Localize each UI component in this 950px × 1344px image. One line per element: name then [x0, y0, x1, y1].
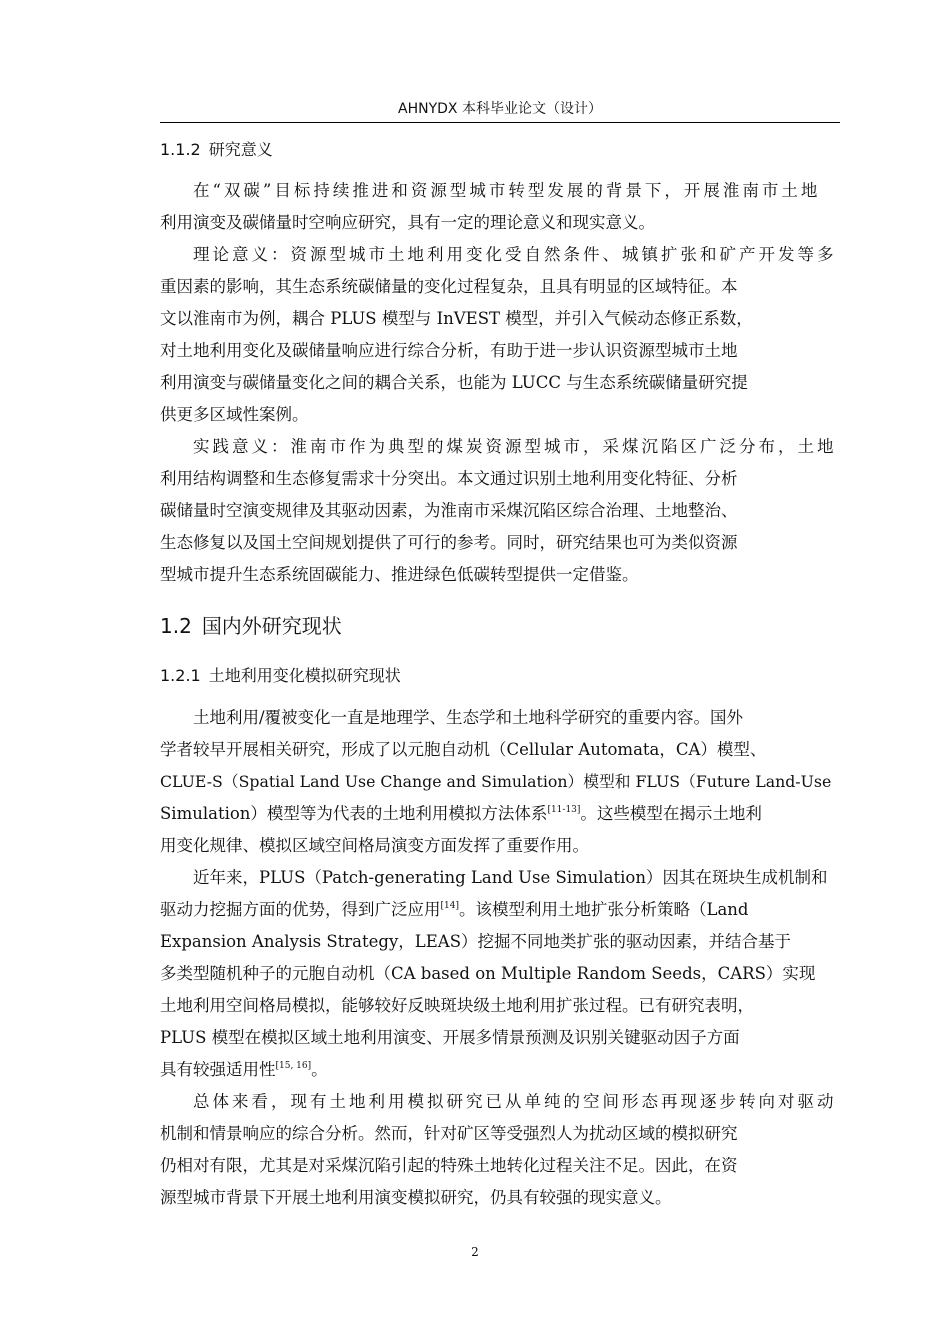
- text-run: 。这些模型在揭示土地利: [580, 804, 762, 823]
- text-run: 驱动力挖掘方面的优势，得到广泛应用: [160, 900, 441, 919]
- text-line: 学者较早开展相关研究，形成了以元胞自动机（Cellular Automata，CA）模型、: [160, 740, 767, 759]
- text-run: 。该模型利用土地扩张分析策略（Land: [458, 900, 749, 919]
- text-line: 型城市提升生态系统固碳能力、推进绿色低碳转型提供一定借鉴。: [160, 565, 639, 584]
- text-line: 供更多区域性案例。: [160, 405, 309, 424]
- text-line: 对土地利用变化及碳储量响应进行综合分析，有助于进一步认识资源型城市土地: [160, 341, 738, 360]
- section-title: 土地利用变化模拟研究现状: [208, 666, 401, 685]
- text-line: 土地利用/覆被变化一直是地理学、生态学和土地科学研究的重要内容。国外: [193, 708, 744, 727]
- text-line: 土地利用空间格局模拟，能够较好反映斑块级土地利用扩张过程。已有研究表明，: [160, 996, 754, 1015]
- paragraph-practical-significance: [160, 431, 838, 591]
- citation: [15, 16]: [275, 1061, 312, 1071]
- citation: [11-13]: [547, 805, 581, 815]
- text-line: [160, 1054, 838, 1086]
- text-line: 理论意义：资源型城市土地利用变化受自然条件、城镇扩张和矿产开发等多: [193, 245, 837, 264]
- text-line: 多类型随机种子的元胞自动机（CA based on Multiple Random Seeds，CARS）实现: [160, 964, 816, 983]
- text-line: 总体来看，现有土地利用模拟研究已从单纯的空间形态再现逐步转向对驱动: [193, 1092, 837, 1111]
- text-line: PLUS 模型在模拟区域土地利用演变、开展多情景预测及识别关键驱动因子方面: [160, 1028, 740, 1047]
- text-line: 生态修复以及国土空间规划提供了可行的参考。同时，研究结果也可为类似资源: [160, 533, 738, 552]
- text-line: 碳储量时空演变规律及其驱动因素，为淮南市采煤沉陷区综合治理、土地整治、: [160, 501, 738, 520]
- text-line: 用变化规律、模拟区域空间格局演变方面发挥了重要作用。: [160, 836, 589, 855]
- text-run: Simulation）模型等为代表的土地利用模拟方法体系: [160, 804, 548, 823]
- text-line: 源型城市背景下开展土地利用演变模拟研究，仍具有较强的现实意义。: [160, 1188, 672, 1207]
- heading-1-1-2: [160, 140, 273, 160]
- section-title: 研究意义: [208, 140, 273, 159]
- text-line: [160, 894, 838, 926]
- text-line: 利用演变及碳储量时空响应研究，具有一定的理论意义和现实意义。: [160, 213, 655, 232]
- paragraph-theoretical-significance: [160, 239, 838, 431]
- text-line: 机制和情景响应的综合分析。然而，针对矿区等受强烈人为扰动区域的模拟研究: [160, 1124, 738, 1143]
- text-line: 利用结构调整和生态修复需求十分突出。本文通过识别土地利用变化特征、分析: [160, 469, 738, 488]
- heading-1-2: [160, 614, 342, 638]
- citation: [14]: [440, 901, 459, 911]
- text-line: 实践意义：淮南市作为典型的煤炭资源型城市，采煤沉陷区广泛分布，土地: [193, 437, 837, 456]
- paragraph-plus-model: [160, 862, 838, 1086]
- text-line: 仍相对有限，尤其是对采煤沉陷引起的特殊土地转化过程关注不足。因此，在资: [160, 1156, 738, 1175]
- text-line: 近年来，PLUS（Patch-generating Land Use Simulation）因其在斑块生成机制和: [193, 868, 828, 887]
- text-line: CLUE-S（Spatial Land Use Change and Simulation）模型和 FLUS（Future Land-Use: [160, 772, 832, 791]
- heading-1-2-1: [160, 666, 401, 686]
- text-line: 利用演变与碳储量变化之间的耦合关系，也能为 LUCC 与生态系统碳储量研究提: [160, 373, 748, 392]
- running-header: AHNYDX 本科毕业论文（设计）: [160, 100, 840, 123]
- text-line: 文以淮南市为例，耦合 PLUS 模型与 InVEST 模型，并引入气候动态修正系数，: [160, 309, 753, 328]
- section-number: 1.1.2: [160, 140, 201, 159]
- paragraph-intro: [160, 175, 838, 239]
- text-line: 重因素的影响，其生态系统碳储量的变化过程复杂，且具有明显的区域特征。本: [160, 277, 738, 296]
- text-run: 。: [311, 1060, 328, 1079]
- section-number: 1.2.1: [160, 666, 201, 685]
- text-line: 在“双碳”目标持续推进和资源型城市转型发展的背景下，开展淮南市土地: [193, 181, 821, 200]
- section-number: 1.2: [160, 614, 192, 638]
- text-line: [160, 798, 838, 830]
- text-run: 具有较强适用性: [160, 1060, 276, 1079]
- page-number: 2: [471, 1245, 479, 1259]
- text-line: Expansion Analysis Strategy，LEAS）挖掘不同地类扩张的驱动因素，并结合基于: [160, 932, 792, 951]
- paragraph-summary: [160, 1086, 838, 1214]
- paragraph-foreign-research: [160, 702, 838, 862]
- section-title: 国内外研究现状: [201, 614, 342, 638]
